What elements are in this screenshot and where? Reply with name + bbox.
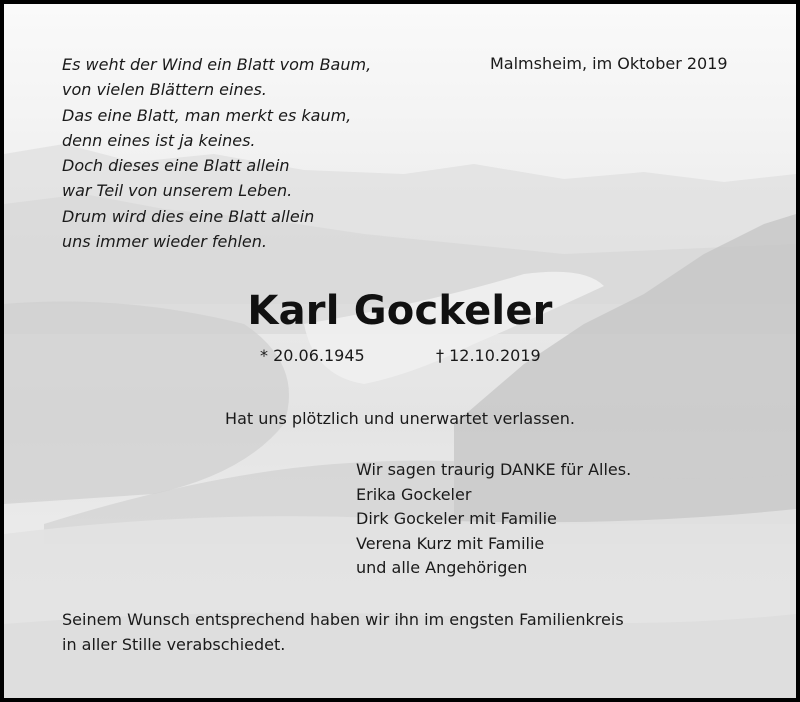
poem-line: Das eine Blatt, man merkt es kaum, xyxy=(62,105,352,125)
mourners-line: Dirk Gockeler mit Familie xyxy=(356,509,557,528)
poem-line: Doch dieses eine Blatt allein xyxy=(62,156,290,176)
memorial-poem xyxy=(62,52,371,254)
passing-statement: Hat uns plötzlich und unerwartet verlassen. xyxy=(225,409,575,428)
closing-line: Seinem Wunsch entsprechend haben wir ihn im engsten Familienkreis xyxy=(62,610,624,629)
mourners-line: Erika Gockeler xyxy=(356,484,472,504)
poem-line: war Teil von unserem Leben. xyxy=(62,181,293,201)
mourners-list xyxy=(356,458,631,581)
birth-date: * 20.06.1945 xyxy=(260,346,365,365)
poem-line: Es weht der Wind ein Blatt vom Baum, xyxy=(62,55,372,74)
mourners-line: und alle Angehörigen xyxy=(356,558,528,577)
death-date: † 12.10.2019 xyxy=(436,346,541,365)
mourners-line: Wir sagen traurig DANKE für Alles. xyxy=(356,460,632,479)
poem-line: von vielen Blättern eines. xyxy=(62,80,267,100)
poem-line: Drum wird dies eine Blatt allein xyxy=(62,206,315,226)
poem-line: denn eines ist ja keines. xyxy=(62,130,256,150)
deceased-name: Karl Gockeler xyxy=(247,288,553,334)
closing-note xyxy=(62,608,624,657)
place-and-date: Malmsheim, im Oktober 2019 xyxy=(490,54,728,73)
mourners-line: Verena Kurz mit Familie xyxy=(356,533,545,553)
closing-line: in aller Stille verabschiedet. xyxy=(62,634,286,654)
poem-line: uns immer wieder fehlen. xyxy=(62,232,267,252)
